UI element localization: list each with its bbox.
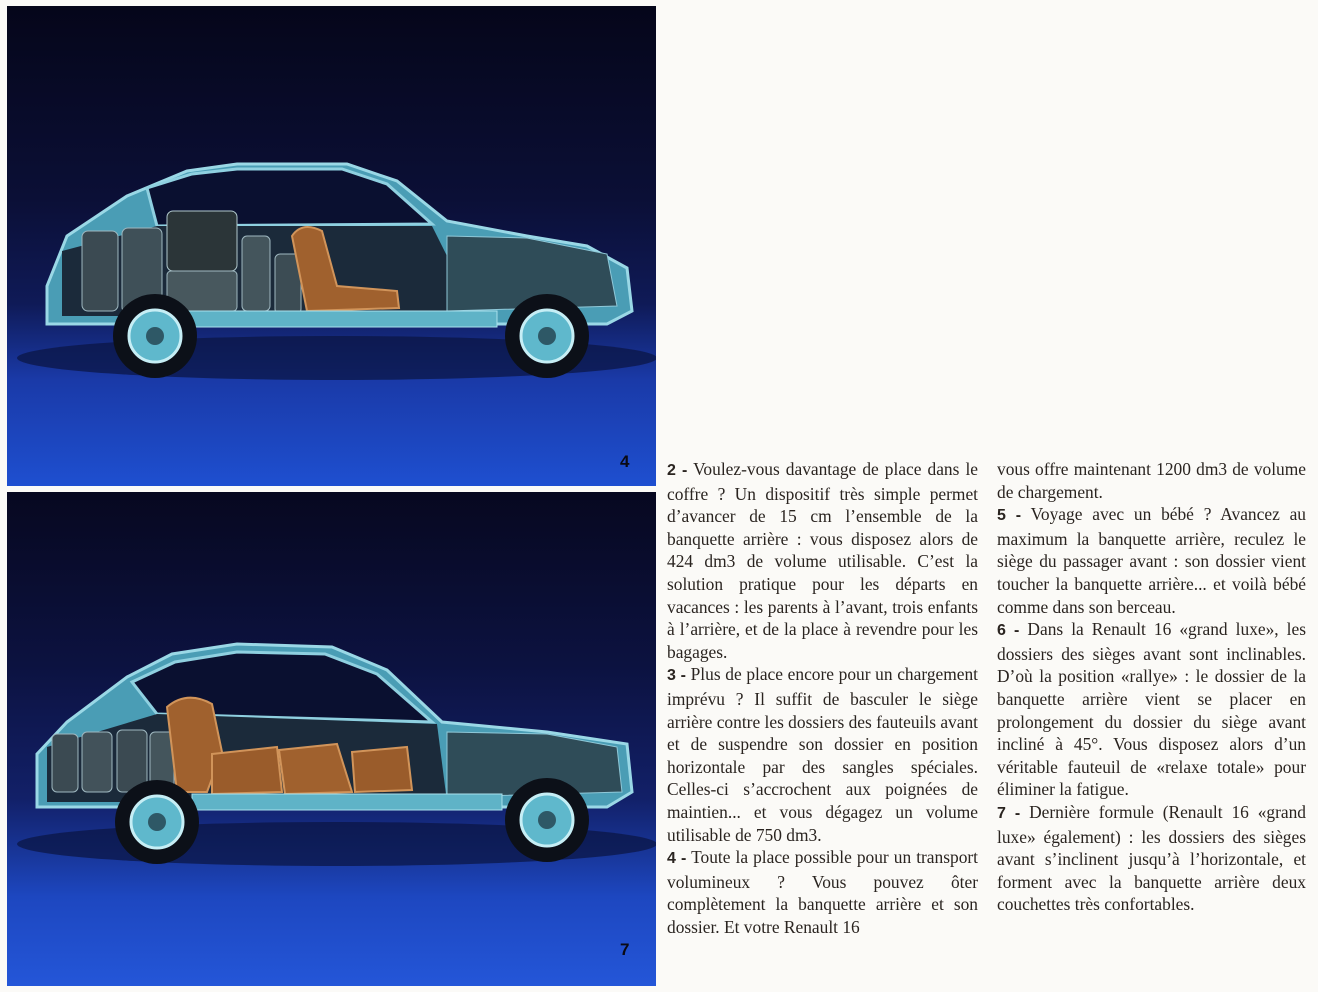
paragraph-3 (667, 663, 978, 846)
paragraph-text: Plus de place encore pour un chargement imprévu ? Il suffit de basculer le siège arrière contre les dossiers des fauteuils avant et de suspendre son dossier en position horizontale par des sangles spéciales. Celles-ci s’accrochent aux poignées de maintien... et vous dégagez un volume utilisable de 750 dm3. (667, 664, 979, 845)
paragraph-2 (667, 458, 978, 663)
paragraph-text: Toute la place possible pour un transport volumineux ? Vous pouvez ôter complètement la banquette arrière et son dossier. Et votre Renault 16 (667, 847, 979, 937)
text-column-2 (997, 458, 1306, 916)
paragraph-text: Dernière formule (Renault 16 «grand luxe» également) : les dossiers des sièges avant s’inclinent jusqu’à l’horizontale, et forment avec la banquette arrière deux couchettes très confortables. (997, 801, 1306, 915)
car-photo-7 (7, 492, 656, 986)
paragraph-4-continued: vous offre maintenant 1200 dm3 de volume de chargement. (997, 459, 1306, 502)
paragraph-text: Voyage avec un bébé ? Avancez au maximum la banquette arrière, reculez le siège du passager avant : son dossier vient toucher la banquette arrière... et voilà bébé comme dans son berceau. (997, 504, 1306, 617)
paragraph-7 (997, 801, 1306, 916)
figure-number-4: 4 (620, 452, 630, 471)
paragraph-number: 5 - (997, 507, 1022, 525)
paragraph-4 (667, 846, 978, 938)
paragraph-text: Dans la Renault 16 «grand luxe», les dossiers des sièges avant sont inclinables. D’où la position «rallye» : le dossier de la banquette arrière vient se placer en prolongement du dossier du siège avant incliné à 45°. Vous disposez alors d’un véritable fauteuil de «relaxe totale» pour éliminer la fatigue. (997, 619, 1307, 800)
figure-number-7: 7 (620, 940, 630, 959)
car-photo-4 (7, 6, 656, 486)
paragraph-number: 4 - (667, 850, 687, 868)
paragraph-number: 7 - (997, 804, 1021, 822)
paragraph-5 (997, 503, 1306, 618)
paragraph-number: 3 - (667, 667, 686, 685)
paragraph-number: 6 - (997, 622, 1020, 640)
car-cutaway-illustration-4 (7, 6, 656, 486)
paragraph-text: Voulez-vous davantage de place dans le coffre ? Un dispositif très simple permet d’avancer de 15 cm l’ensemble de la banquette arrière : vous disposez alors de 424 dm3 de volume utilisable. C’est la solution pratique pour les départs en vacances : les parents à l’avant, trois enfants à l’arrière, et de la place à revendre pour les bagages. (667, 459, 978, 662)
paragraph-number: 2 - (667, 462, 688, 479)
paragraph-6 (997, 618, 1306, 801)
car-cutaway-illustration-7 (7, 492, 656, 986)
text-column-1 (667, 458, 978, 938)
